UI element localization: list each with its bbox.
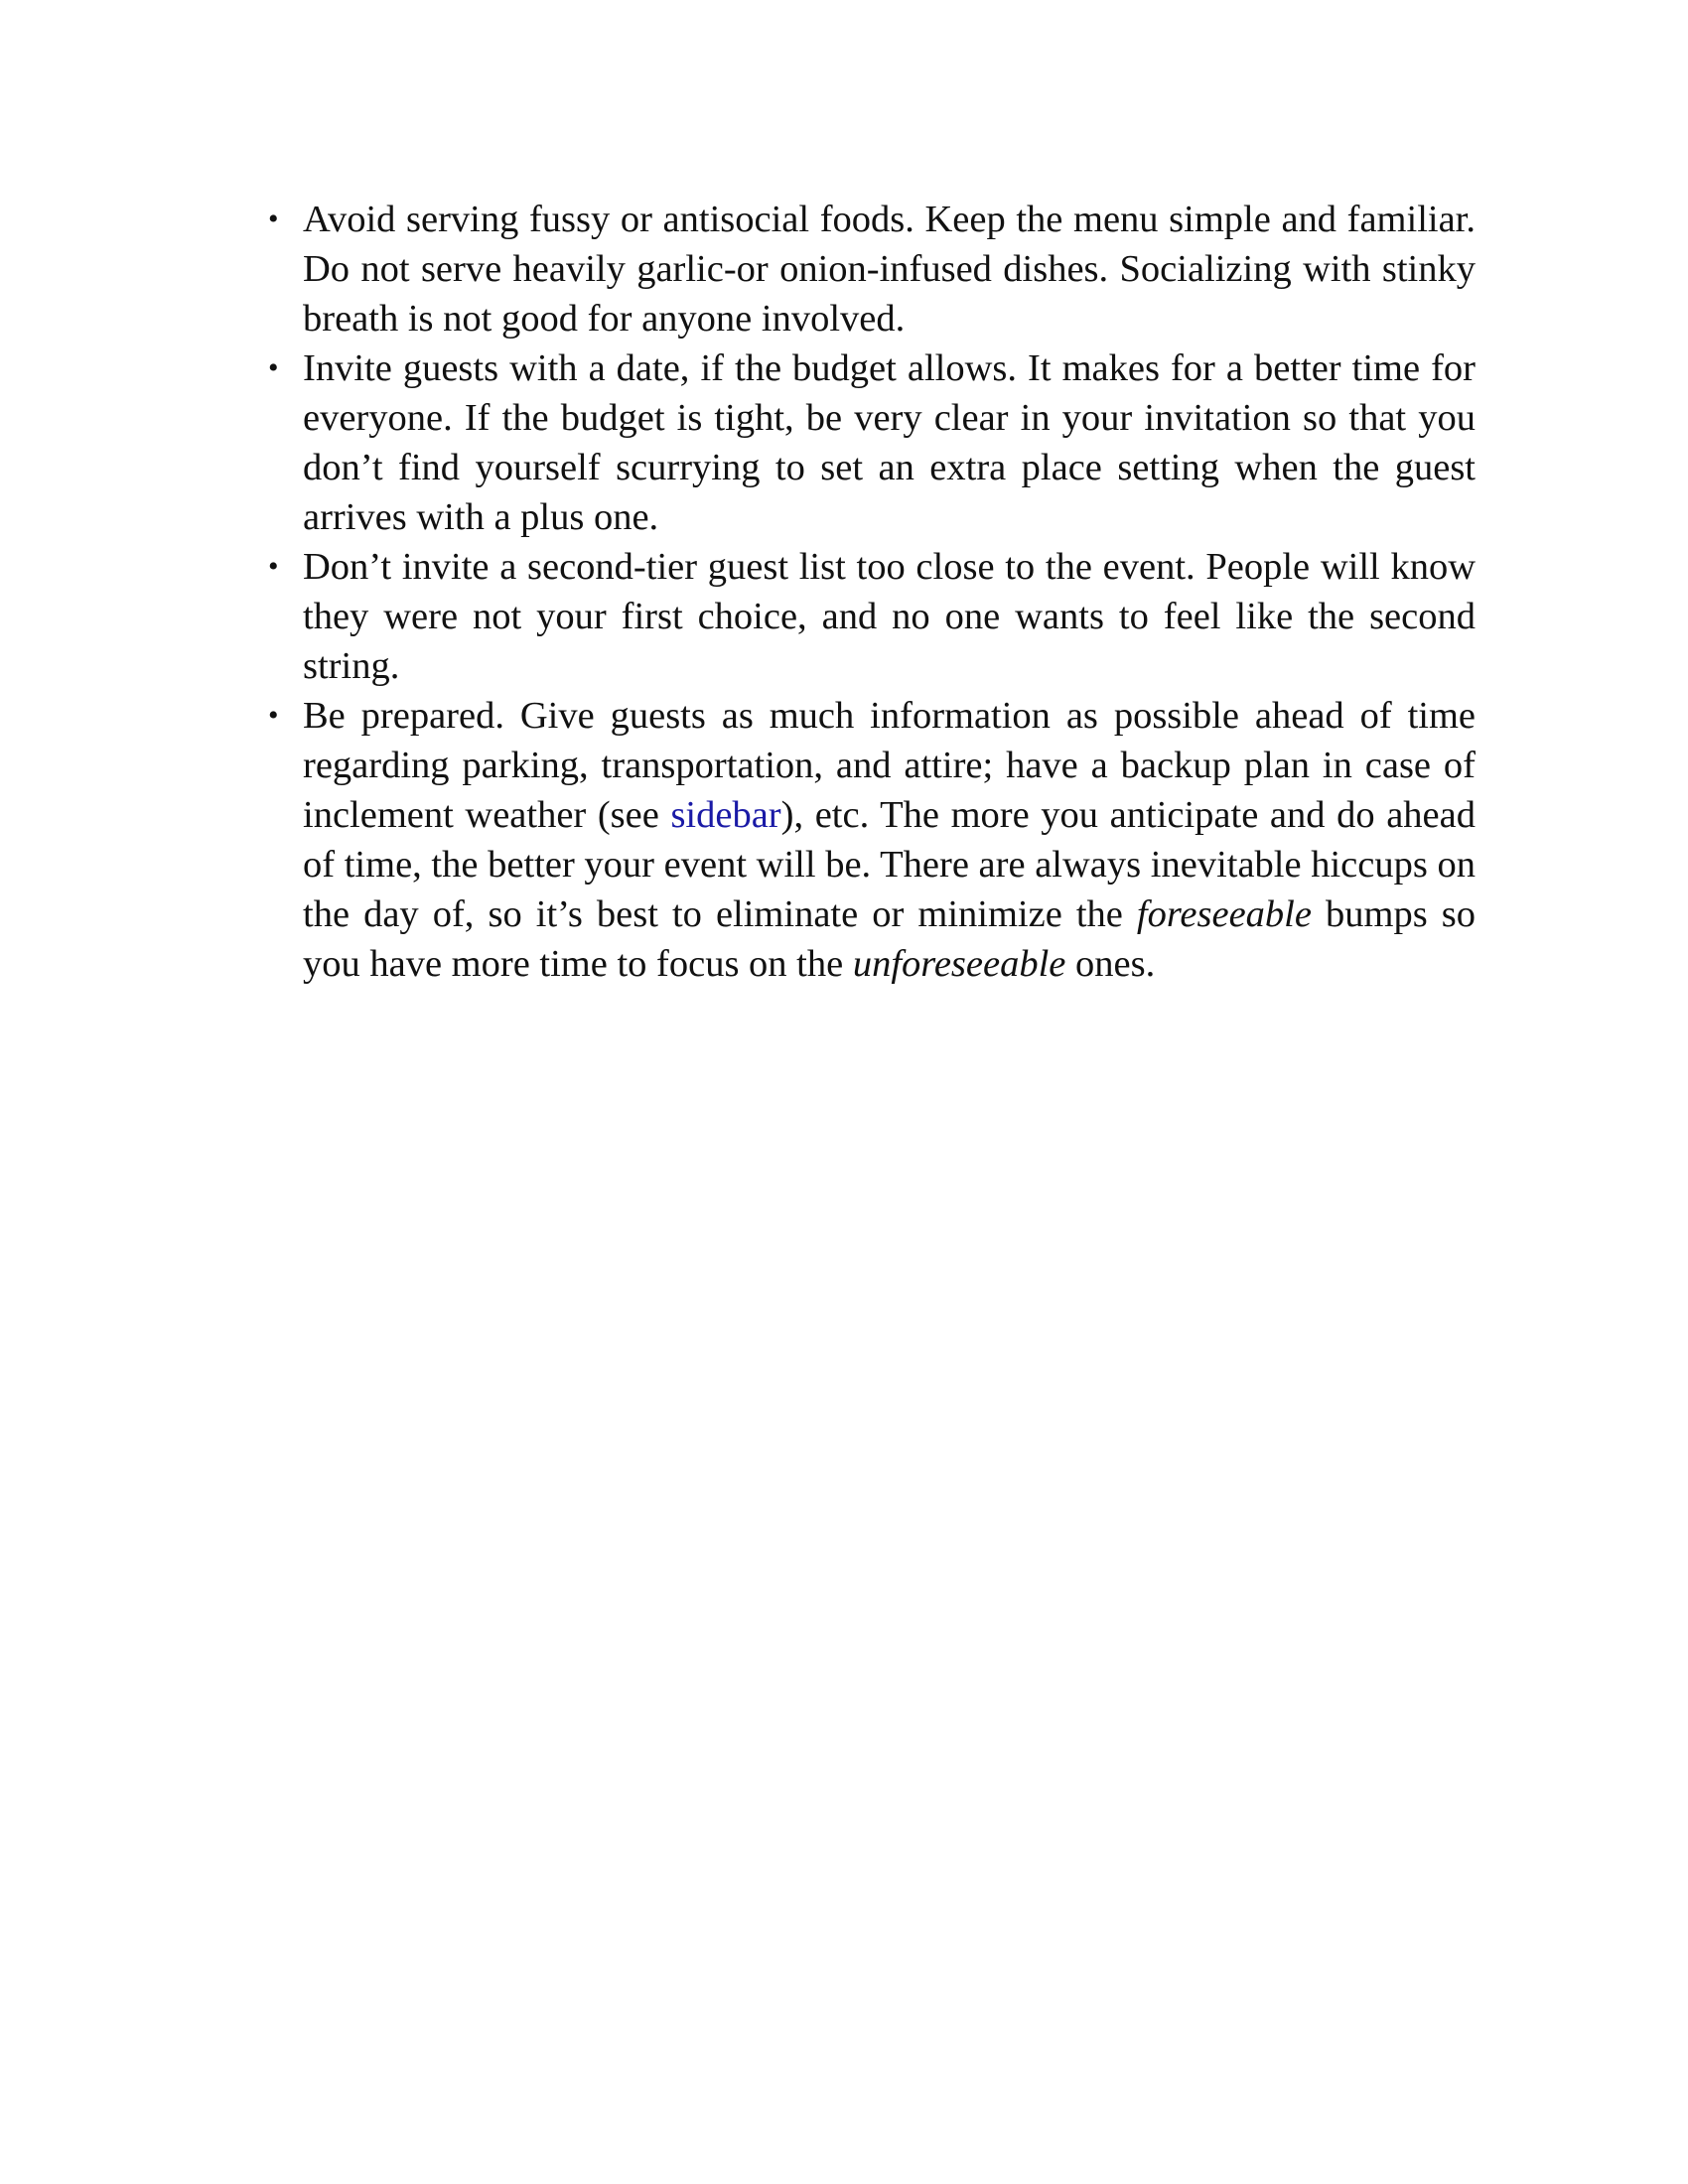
bullet-icon: •	[268, 550, 279, 583]
bullet-text-part: ), etc. The more you anticipate and do ahead of time, the better your event will be. There are always inevitable hiccups on the day of, so it’s best to eliminate or minimize the	[303, 794, 1476, 935]
bullet-text: Avoid serving fussy or antisocial foods. Keep the menu simple and familiar. Do not serve heavily garlic-or onion-infused dishes. Socializing with stinky breath is not good for anyone involved.	[303, 199, 1476, 340]
bullet-item-guest-list	[268, 542, 1476, 691]
bullet-text-part: bumps so you have more time to focus on the	[303, 893, 1476, 985]
bullet-icon: •	[268, 699, 279, 732]
bullet-text: Don’t invite a second-tier guest list too close to the event. People will know they were not your first choice, and no one wants to feel like the second string.	[303, 546, 1476, 687]
tips-bullet-list	[268, 195, 1476, 989]
italic-unforeseeable: unforeseeable	[852, 943, 1066, 985]
bullet-item-date	[268, 343, 1476, 542]
bullet-item-food	[268, 195, 1476, 343]
bullet-text: Invite guests with a date, if the budget allows. It makes for a better time for everyone. If the budget is tight, be very clear in your invitation so that you don’t find yourself scurrying to set an extra place setting when the guest arrives with a plus one.	[303, 347, 1476, 538]
sidebar-link[interactable]: sidebar	[670, 794, 781, 836]
bullet-text-part: Be prepared. Give guests as much information as possible ahead of time regarding parking, transportation, and attire; have a backup plan in case of inclement weather (see	[303, 695, 1476, 836]
bullet-text-part: ones.	[1065, 943, 1156, 985]
bullet-item-be-prepared	[268, 691, 1476, 989]
bullet-icon: •	[268, 203, 279, 235]
bullet-icon: •	[268, 351, 279, 384]
italic-foreseeable: foreseeable	[1136, 893, 1312, 935]
